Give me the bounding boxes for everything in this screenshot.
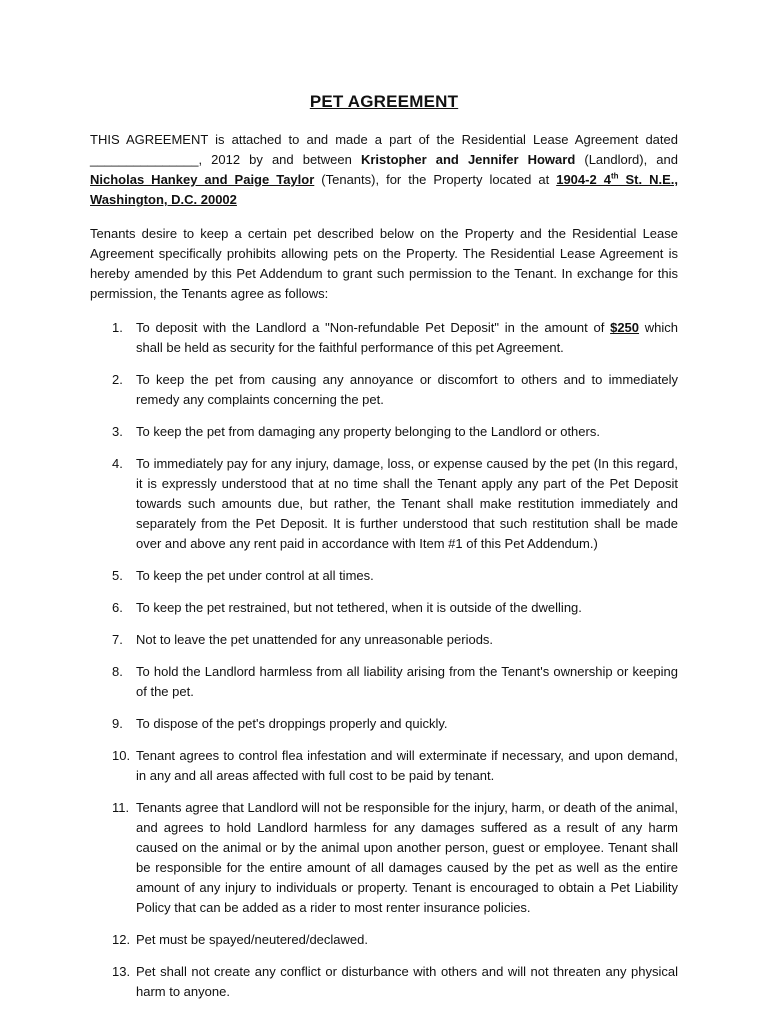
item-text: To keep the pet from causing any annoyance or discomfort to others and to immediately remedy any complaints concerning the pet. (136, 372, 678, 407)
item-text: To dispose of the pet's droppings properly and quickly. (136, 716, 448, 731)
intro-text-3: (Tenants), for the Property located at (314, 172, 557, 187)
list-item (90, 370, 678, 410)
item-1-text-a: To deposit with the Landlord a "Non-refundable Pet Deposit" in the amount of (136, 320, 611, 335)
list-item (90, 714, 678, 734)
list-item (90, 630, 678, 650)
address-superscript: th (610, 171, 619, 181)
deposit-amount: $250 (610, 320, 640, 335)
item-text: Pet shall not create any conflict or disturbance with others and will not threaten any physical harm to anyone. (136, 964, 678, 999)
item-number: 10. (112, 748, 131, 763)
list-item (90, 746, 678, 786)
item-number: 6. (112, 600, 123, 615)
item-text: Tenant agrees to control flea infestation and will exterminate if necessary, and upon demand, in any and all areas affected with full cost to be paid by tenant. (136, 748, 678, 783)
intro-text-2: (Landlord), and (575, 152, 678, 167)
item-number: 4. (112, 456, 123, 471)
list-item (90, 962, 678, 1002)
permission-paragraph: Tenants desire to keep a certain pet described below on the Property and the Residential Lease Agreement specifically prohibits allowing pets on the Property. The Residential Lease Agreement is hereby amended by this Pet Addendum to grant such permission to the Tenant. In exchange for this permission, the Tenants agree as follows: (90, 226, 678, 301)
document-title: PET AGREEMENT (309, 92, 459, 111)
intro-paragraph (90, 130, 678, 210)
list-item (90, 598, 678, 618)
item-number: 13. (112, 964, 131, 979)
item-number: 2. (112, 372, 123, 387)
list-item (90, 798, 678, 918)
item-number: 7. (112, 632, 123, 647)
list-item (90, 318, 678, 358)
item-number: 12. (112, 932, 131, 947)
item-text: To keep the pet under control at all times. (136, 568, 374, 583)
item-text: To keep the pet from damaging any property belonging to the Landlord or others. (136, 424, 600, 439)
item-number: 1. (112, 320, 123, 335)
item-1-text-b: which shall be held as security for the faithful performance of this pet Agreement. (136, 320, 678, 355)
item-text: To hold the Landlord harmless from all liability arising from the Tenant's ownership or keeping of the pet. (136, 664, 678, 699)
address-part-1: 1904-2 4 (556, 172, 611, 187)
item-number: 8. (112, 664, 123, 679)
item-number: 5. (112, 568, 123, 583)
landlord-names: Kristopher and Jennifer Howard (360, 152, 576, 167)
tenant-names: Nicholas Hankey and Paige Taylor (90, 172, 315, 187)
item-number: 11. (112, 800, 130, 815)
item-number: 3. (112, 424, 123, 439)
item-text: To keep the pet restrained, but not tethered, when it is outside of the dwelling. (136, 600, 582, 615)
item-number: 9. (112, 716, 123, 731)
list-item (90, 930, 678, 950)
list-item (90, 422, 678, 442)
item-text: Pet must be spayed/neutered/declawed. (136, 932, 368, 947)
list-item (90, 454, 678, 554)
address-part-2: St. N.E., Washington, D.C. 20002 (90, 172, 679, 207)
terms-list (90, 318, 678, 1002)
intro-text-1: THIS AGREEMENT is attached to and made a part of the Residential Lease Agreement dated _______________, 2012 by and between (90, 132, 678, 167)
item-text: Tenants agree that Landlord will not be responsible for the injury, harm, or death of the animal, and agrees to hold Landlord harmless for any damages suffered as a result of any harm caused on the animal or by the animal upon another person, guest or employee. Tenant shall be responsible for the entire amount of all damages caused by the pet as well as the entire amount of any injury to individuals or property. Tenant is encouraged to obtain a Pet Liability Policy that can be added as a rider to most renter insurance policies. (136, 800, 678, 915)
list-item (90, 662, 678, 702)
item-text: Not to leave the pet unattended for any unreasonable periods. (136, 632, 494, 647)
list-item (90, 566, 678, 586)
item-text: To immediately pay for any injury, damage, loss, or expense caused by the pet (In this regard, it is expressly understood that at no time shall the Tenant apply any part of the Pet Deposit towards such amounts due, but rather, the Tenant shall make restitution immediately and separately from the Pet Deposit. It is further understood that such restitution shall be made over and above any rent paid in accordance with Item #1 of this Pet Addendum.) (136, 456, 678, 551)
